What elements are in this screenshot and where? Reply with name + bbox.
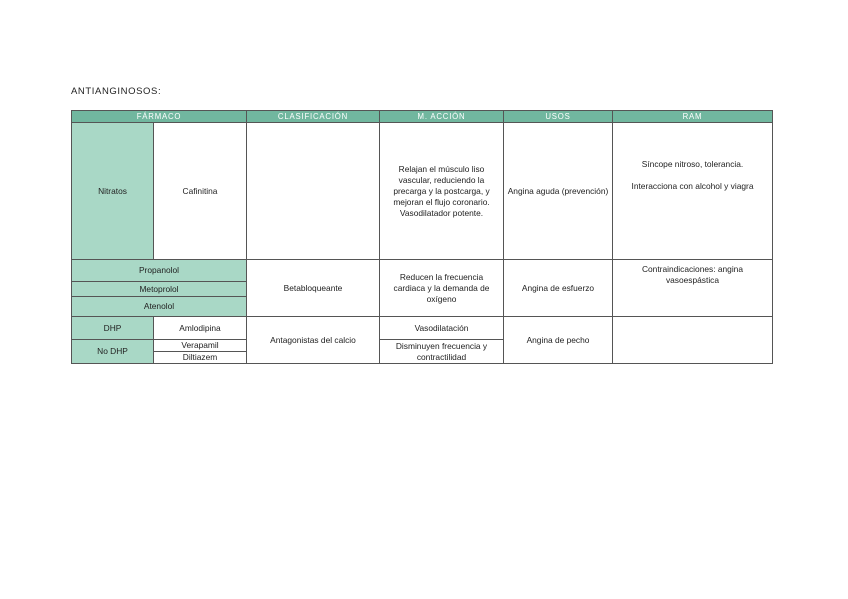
dhp-accion-cell: Vasodilatación bbox=[380, 317, 504, 340]
nodhp-drug-diltiazem: Diltiazem bbox=[154, 352, 247, 364]
page-title: ANTIANGINOSOS: bbox=[71, 86, 162, 97]
nitratos-group-cell: Nitratos bbox=[72, 123, 154, 260]
nitratos-usos-cell: Angina aguda (prevención) bbox=[504, 123, 613, 260]
beta-clasificacion-cell: Betabloqueante bbox=[247, 260, 380, 317]
header-farmaco: FÁRMACO bbox=[72, 111, 247, 123]
header-usos: USOS bbox=[504, 111, 613, 123]
nitratos-drug-cell: Cafinitina bbox=[154, 123, 247, 260]
calcio-ram-cell bbox=[613, 317, 773, 364]
dhp-row bbox=[72, 317, 773, 340]
nitratos-ram-cell bbox=[613, 123, 773, 260]
nodhp-group-cell: No DHP bbox=[72, 340, 154, 364]
beta-drug-metoprolol: Metoprolol bbox=[72, 282, 247, 297]
nitratos-accion-cell: Relajan el músculo liso vascular, reduciendo la precarga y la postcarga, y mejoran el flujo coronario. Vasodilatador potente. bbox=[380, 123, 504, 260]
nodhp-accion-cell: Disminuyen frecuencia y contractilidad bbox=[380, 340, 504, 364]
dhp-drug-cell: Amlodipina bbox=[154, 317, 247, 340]
antianginosos-table bbox=[71, 110, 773, 364]
nitratos-ram-line-2: Interacciona con alcohol y viagra bbox=[631, 180, 754, 191]
beta-row-1 bbox=[72, 260, 773, 282]
nitratos-row bbox=[72, 123, 773, 260]
nodhp-drug-verapamil: Verapamil bbox=[154, 340, 247, 352]
header-row bbox=[72, 111, 773, 123]
beta-ram-cell: Contraindicaciones: angina vasoespástica bbox=[613, 260, 773, 317]
dhp-group-cell: DHP bbox=[72, 317, 154, 340]
calcio-usos-cell: Angina de pecho bbox=[504, 317, 613, 364]
nitratos-ram-line-1: Síncope nitroso, tolerancia. bbox=[641, 158, 744, 169]
header-ram: RAM bbox=[613, 111, 773, 123]
beta-usos-cell: Angina de esfuerzo bbox=[504, 260, 613, 317]
beta-drug-atenolol: Atenolol bbox=[72, 297, 247, 317]
beta-drug-propanolol: Propanolol bbox=[72, 260, 247, 282]
beta-accion-cell: Reducen la frecuencia cardiaca y la demanda de oxígeno bbox=[380, 260, 504, 317]
header-accion: M. ACCIÓN bbox=[380, 111, 504, 123]
nitratos-clasificacion-cell bbox=[247, 123, 380, 260]
calcio-clasificacion-cell: Antagonistas del calcio bbox=[247, 317, 380, 364]
header-clasificacion: CLASIFICACIÓN bbox=[247, 111, 380, 123]
